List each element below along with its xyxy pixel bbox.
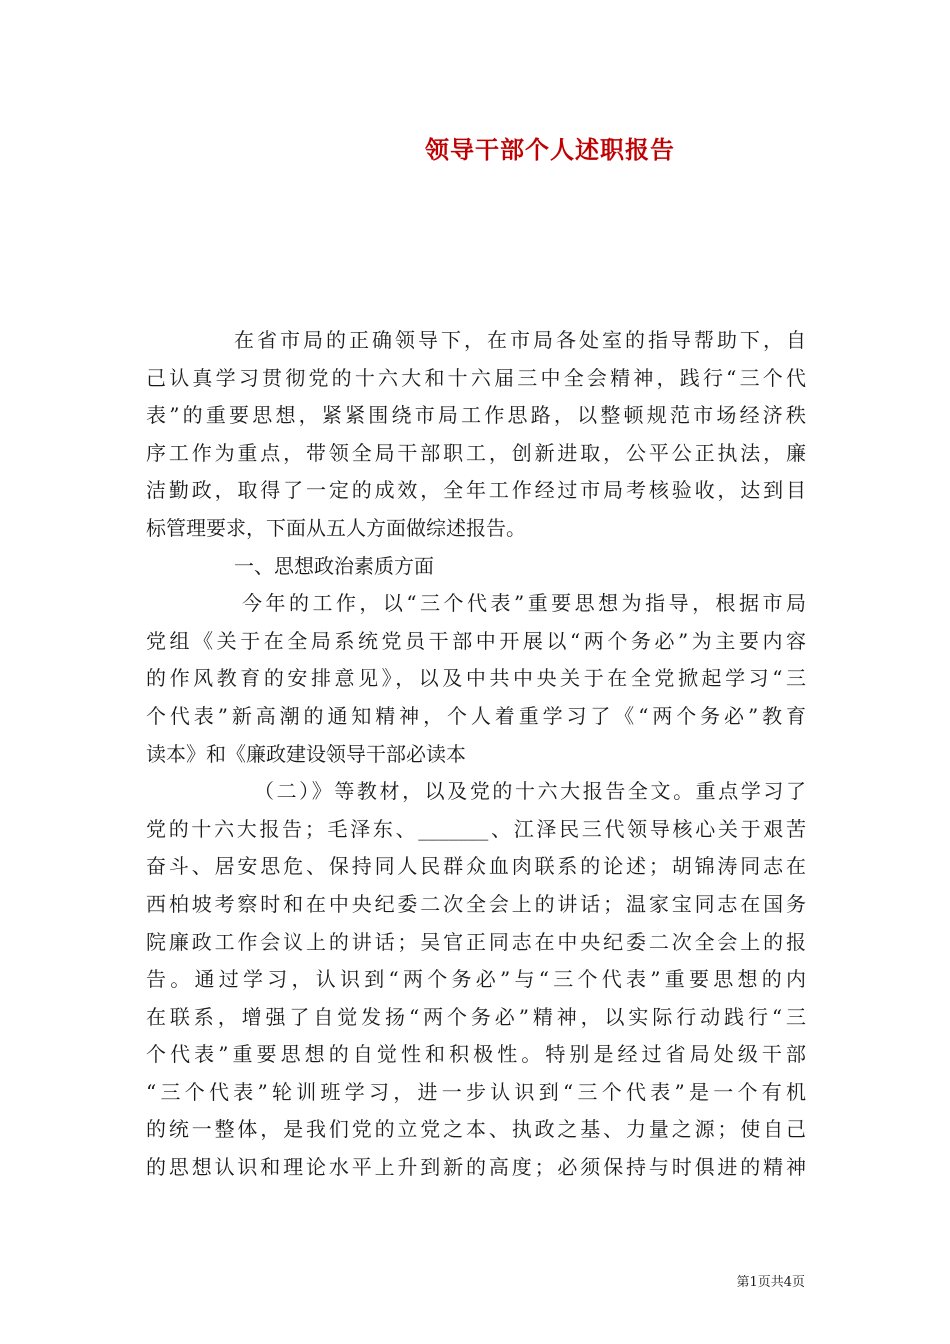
body-line: 奋斗、居安思危、保持同人民群众血肉联系的论述；胡锦涛同志在 — [146, 854, 806, 879]
body-line: 读本》和《廉政建设领导干部必读本 — [146, 741, 466, 766]
body-line: 在联系，增强了自觉发扬“两个务必”精神，以实际行动践行“三 — [146, 1004, 806, 1029]
body-line: 院廉政工作会议上的讲话；吴官正同志在中央纪委二次全会上的报 — [146, 929, 806, 954]
body-line: 洁勤政，取得了一定的成效，全年工作经过市局考核验收，达到目 — [146, 478, 806, 503]
document-body — [146, 322, 806, 1187]
body-line: 党的十六大报告；毛泽东、_______、江泽民三代领导核心关于艰苦 — [146, 816, 806, 841]
section-heading: 一、思想政治素质方面 — [234, 553, 434, 578]
body-line: “三个代表”轮训班学习，进一步认识到“三个代表”是一个有机 — [146, 1079, 806, 1104]
body-line: 告。通过学习，认识到“两个务必”与“三个代表”重要思想的内 — [146, 967, 806, 992]
body-line: 的作风教育的安排意见》，以及中共中央关于在全党掀起学习“三 — [146, 666, 806, 691]
body-line: （二）》等教材，以及党的十六大报告全文。重点学习了 — [254, 779, 806, 804]
body-line: 的统一整体，是我们党的立党之本、执政之基、力量之源；使自己 — [146, 1117, 806, 1142]
page-number: 第1页共4页 — [736, 1275, 805, 1290]
body-line: 在省市局的正确领导下，在市局各处室的指导帮助下，自 — [234, 328, 806, 352]
body-line: 己认真学习贯彻党的十六大和十六届三中全会精神，践行“三个代 — [146, 365, 806, 390]
body-line: 的思想认识和理论水平上升到新的高度；必须保持与时俱进的精神 — [146, 1155, 806, 1180]
body-line: 西柏坡考察时和在中央纪委二次全会上的讲话；温家宝同志在国务 — [146, 891, 806, 916]
body-line: 今年的工作，以“三个代表”重要思想为指导，根据市局 — [242, 591, 806, 616]
body-line: 标管理要求，下面从五人方面做综述报告。 — [146, 515, 526, 540]
document-title: 领导干部个人述职报告 — [425, 135, 675, 164]
body-line: 个代表”新高潮的通知精神，个人着重学习了《“两个务必”教育 — [146, 703, 806, 728]
body-line: 序工作为重点，带领全局干部职工，创新进取，公平公正执法，廉 — [146, 440, 806, 465]
body-line: 党组《关于在全局系统党员干部中开展以“两个务必”为主要内容 — [146, 628, 806, 653]
body-line: 表”的重要思想，紧紧围绕市局工作思路，以整顿规范市场经济秩 — [146, 403, 806, 428]
body-line: 个代表”重要思想的自觉性和积极性。特别是经过省局处级干部 — [146, 1042, 806, 1067]
